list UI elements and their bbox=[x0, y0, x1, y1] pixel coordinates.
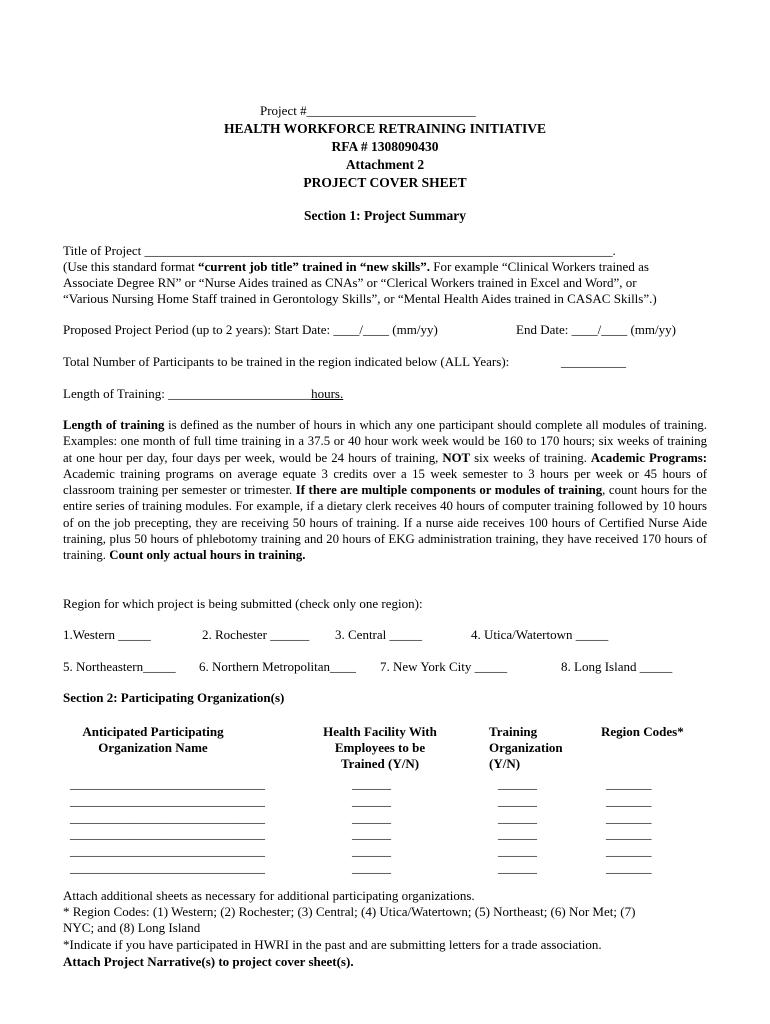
initiative-title: HEALTH WORKFORCE RETRAINING INITIATIVE bbox=[224, 121, 546, 136]
def-text-c: Academic training programs on average equate 3 credits over a 15 week semester to 3 hours per week or 45 hours of classroom training per semester or trimester. bbox=[63, 466, 707, 498]
org-name-field[interactable]: ______________________________ bbox=[70, 792, 265, 808]
col3-line2: Organization bbox=[489, 740, 563, 755]
project-number-field[interactable]: Project #__________________________ bbox=[260, 103, 476, 118]
def-text-d: , count hours for the entire series of training modules. For example, if a dietary clerk receives 40 hours of computer training followed by 10 hours of on the job precepting, they are receiving 50 hours of training. If a nurse aide receives 100 hours of Certified Nurse Aide training, plus 50 hours of phlebotomy training and 20 hours of EKG administration training, they have received 170 hours of training. bbox=[63, 483, 707, 563]
training-org-field[interactable]: ______ bbox=[498, 860, 537, 875]
region-option-western[interactable]: 1.Western _____ bbox=[63, 627, 151, 642]
health-facility-field[interactable]: ______ bbox=[352, 860, 391, 875]
training-org-field[interactable]: ______ bbox=[498, 809, 537, 825]
col-header-training-org bbox=[489, 724, 563, 772]
region-option-rochester[interactable]: 2. Rochester ______ bbox=[202, 627, 310, 642]
title-of-project-field[interactable]: Title of Project ________________________________________________________________________. bbox=[63, 243, 616, 258]
attach-narrative-note: Attach Project Narrative(s) to project cover sheet(s). bbox=[63, 954, 354, 969]
region-option-central[interactable]: 3. Central _____ bbox=[335, 627, 423, 642]
section2-heading: Section 2: Participating Organization(s) bbox=[63, 690, 285, 705]
training-org-field[interactable]: ______ bbox=[498, 792, 537, 808]
region-prompt: Region for which project is being submitted (check only one region): bbox=[63, 596, 423, 611]
def-bold-academic: Academic Programs: bbox=[590, 450, 707, 465]
participants-field[interactable]: __________ bbox=[561, 354, 626, 369]
health-facility-field[interactable]: ______ bbox=[352, 776, 391, 791]
region-option-northern-metropolitan[interactable]: 6. Northern Metropolitan____ bbox=[199, 659, 357, 674]
col-header-region-codes: Region Codes* bbox=[601, 724, 684, 739]
col-header-health-facility bbox=[310, 724, 450, 772]
training-org-field[interactable]: ______ bbox=[498, 826, 537, 842]
format-instructions-line1 bbox=[63, 259, 649, 275]
region-code-field[interactable]: _______ bbox=[606, 826, 652, 842]
format-instructions-line2: Associate Degree RN” or “Nurse Aides trained as CNAs” or “Clerical Workers trained in Excel and Word”, or bbox=[63, 275, 637, 290]
format-bold: “current job title” trained in “new skills”. bbox=[198, 259, 430, 274]
health-facility-field[interactable]: ______ bbox=[352, 792, 391, 808]
hwri-participation-note: *Indicate if you have participated in HWRI in the past and are submitting letters for a trade association. bbox=[63, 937, 602, 952]
def-text-a: is defined as the number of hours in which any one participant should complete all modules of training. Examples: one month of full time training in a 37.5 or 40 hour work week would be 160 to 170 hours; six weeks of training at one hour per day, four days per week, would be 24 hours of training, bbox=[63, 418, 707, 465]
def-bold-length: Length of training bbox=[63, 418, 165, 432]
region-codes-note-line2: NYC; and (8) Long Island bbox=[63, 920, 201, 935]
region-code-field[interactable]: _______ bbox=[606, 843, 652, 859]
org-name-field[interactable]: ______________________________ bbox=[70, 843, 265, 859]
region-codes-note-line1: * Region Codes: (1) Western; (2) Rochester; (3) Central; (4) Utica/Watertown; (5) Northeast; (6) Nor Met; (7) bbox=[63, 904, 636, 919]
region-option-new-york-city[interactable]: 7. New York City _____ bbox=[380, 659, 508, 674]
format-intro: (Use this standard format bbox=[63, 259, 199, 274]
length-definition-paragraph bbox=[63, 417, 707, 564]
col3-line3: (Y/N) bbox=[489, 756, 521, 771]
training-org-field[interactable]: ______ bbox=[498, 776, 537, 791]
org-name-field[interactable]: ______________________________ bbox=[70, 860, 265, 875]
health-facility-field[interactable]: ______ bbox=[352, 809, 391, 825]
col1-line1: Anticipated Participating bbox=[82, 724, 224, 739]
def-text-b: six weeks of training. bbox=[470, 450, 591, 465]
format-rest: For example “Clinical Workers trained as bbox=[429, 259, 649, 274]
length-label: Length of Training: ______________________ bbox=[63, 386, 312, 401]
region-option-long-island[interactable]: 8. Long Island _____ bbox=[561, 659, 673, 674]
region-code-field[interactable]: _______ bbox=[606, 809, 652, 825]
def-bold-count: Count only actual hours in training. bbox=[109, 548, 306, 563]
rfa-number: RFA # 1308090430 bbox=[331, 139, 439, 154]
region-code-field[interactable]: _______ bbox=[606, 776, 652, 791]
col2-line3: Trained (Y/N) bbox=[340, 756, 420, 771]
region-code-field[interactable]: _______ bbox=[606, 860, 652, 875]
col3-line1: Training bbox=[489, 724, 538, 739]
region-option-utica-watertown[interactable]: 4. Utica/Watertown _____ bbox=[471, 627, 609, 642]
participants-label: Total Number of Participants to be trained in the region indicated below (ALL Years): bbox=[63, 354, 510, 369]
org-name-field[interactable]: ______________________________ bbox=[70, 826, 265, 842]
format-instructions-line3: “Various Nursing Home Staff trained in Gerontology Skills”, or “Mental Health Aides trained in CASAC Skills”.) bbox=[63, 291, 657, 306]
org-name-field[interactable]: ______________________________ bbox=[70, 809, 265, 825]
col2-line1: Health Facility With bbox=[323, 724, 437, 739]
region-code-field[interactable]: _______ bbox=[606, 792, 652, 808]
attachment-label: Attachment 2 bbox=[345, 157, 425, 172]
section1-heading: Section 1: Project Summary bbox=[303, 208, 467, 223]
length-of-training-field[interactable] bbox=[63, 386, 343, 402]
col2-line2: Employees to be bbox=[334, 740, 426, 755]
col-header-org-name bbox=[63, 724, 243, 756]
def-bold-multi: If there are multiple components or modules of training bbox=[295, 483, 603, 498]
health-facility-field[interactable]: ______ bbox=[352, 843, 391, 859]
health-facility-field[interactable]: ______ bbox=[352, 826, 391, 842]
region-option-northeastern[interactable]: 5. Northeastern_____ bbox=[63, 659, 176, 674]
page-title: PROJECT COVER SHEET bbox=[303, 175, 467, 190]
col1-line2: Organization Name bbox=[98, 740, 208, 755]
training-org-field[interactable]: ______ bbox=[498, 843, 537, 859]
length-hours: hours. bbox=[311, 386, 344, 401]
attach-sheets-note: Attach additional sheets as necessary for additional participating organizations. bbox=[63, 888, 475, 903]
end-date-field[interactable]: End Date: ____/____ (mm/yy) bbox=[516, 322, 676, 337]
org-name-field[interactable]: ______________________________ bbox=[70, 776, 265, 791]
def-bold-not: NOT bbox=[442, 450, 471, 465]
start-date-field[interactable]: Proposed Project Period (up to 2 years): Start Date: ____/____ (mm/yy) bbox=[63, 322, 438, 337]
